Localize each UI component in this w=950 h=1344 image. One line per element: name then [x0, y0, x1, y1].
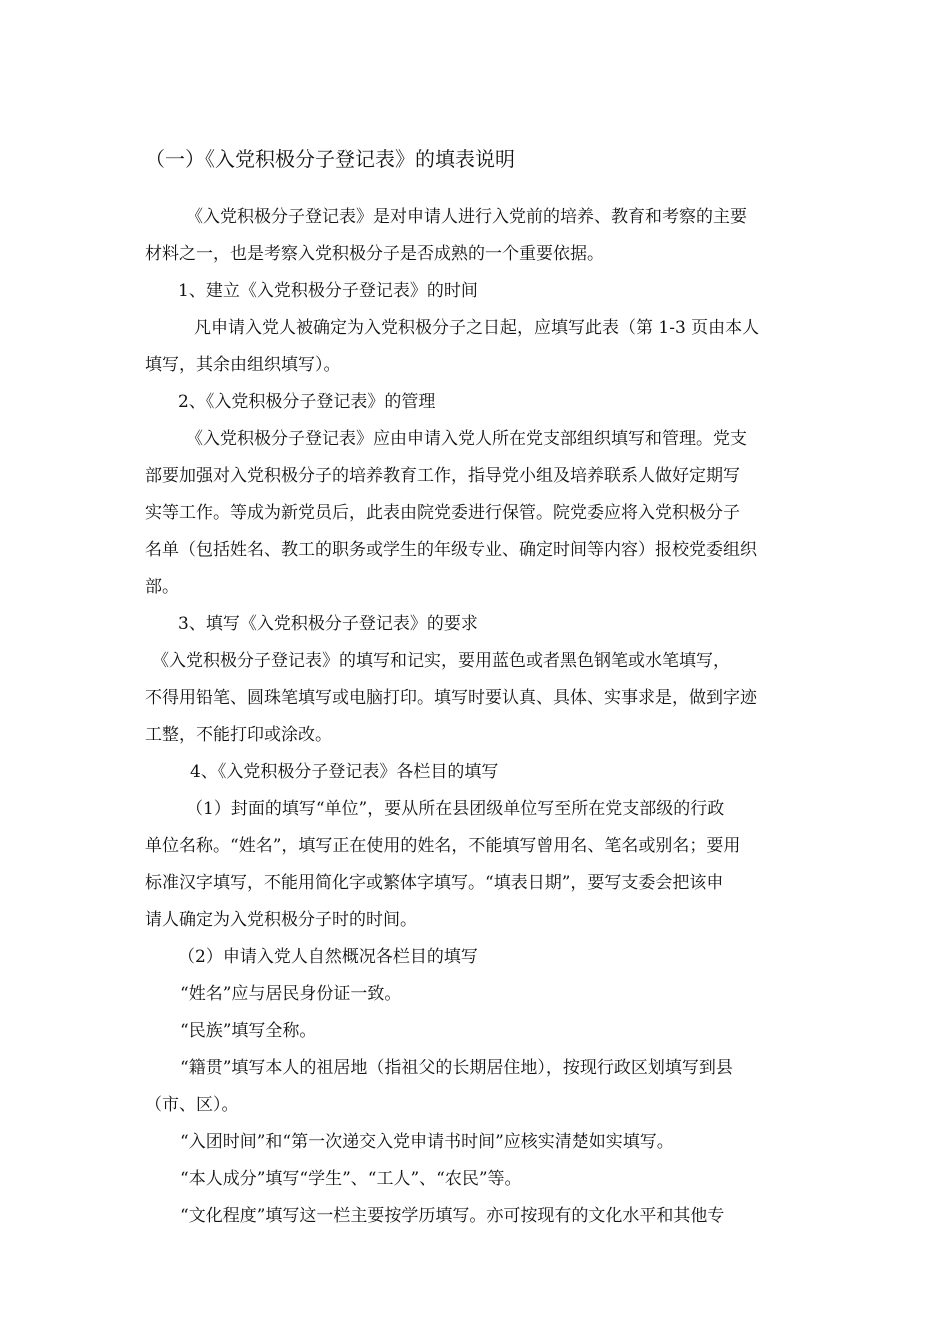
paragraph-line: 填写，其余由组织填写）。: [145, 355, 341, 375]
paragraph-line: 实等工作。等成为新党员后，此表由院党委进行保管。院党委应将入党积极分子: [145, 503, 740, 523]
paragraph-line: 《入党积极分子登记表》应由申请入党人所在党支部组织填写和管理。党支: [186, 429, 747, 449]
section-heading: 3、填写《入党积极分子登记表》的要求: [178, 614, 478, 634]
paragraph-line: “入团时间”和“第一次递交入党申请书时间”应核实清楚如实填写。: [180, 1132, 674, 1152]
paragraph-line: “籍贯”填写本人的祖居地（指祖父的长期居住地），按现行政区划填写到县: [180, 1058, 733, 1078]
paragraph-line: 工整，不能打印或涂改。: [145, 725, 332, 745]
paragraph-line: 部要加强对入党积极分子的培养教育工作，指导党小组及培养联系人做好定期写: [145, 466, 740, 486]
page-title: （一）《入党积极分子登记表》的填表说明: [145, 147, 515, 171]
paragraph-line: “姓名”应与居民身份证一致。: [180, 984, 402, 1004]
paragraph-line: 不得用铅笔、圆珠笔填写或电脑打印。填写时要认真、具体、实事求是，做到字迹: [145, 688, 757, 708]
section-heading: 1、建立《入党积极分子登记表》的时间: [178, 281, 478, 301]
paragraph-line: 请人确定为入党积极分子时的时间。: [145, 910, 417, 930]
paragraph-line: “民族”填写全称。: [180, 1021, 317, 1041]
section-heading: 4、《入党积极分子登记表》各栏目的填写: [190, 762, 499, 782]
paragraph-line: 部。: [145, 577, 179, 597]
paragraph-line: 名单（包括姓名、教工的职务或学生的年级专业、确定时间等内容）报校党委组织: [145, 540, 757, 560]
paragraph-line: 单位名称。“姓名”，填写正在使用的姓名，不能填写曾用名、笔名或别名；要用: [145, 836, 741, 856]
paragraph-line: （市、区）。: [145, 1095, 239, 1115]
paragraph-line: “本人成分”填写“学生”、“工人”、“农民”等。: [180, 1169, 522, 1189]
paragraph-line: 《入党积极分子登记表》是对申请人进行入党前的培养、教育和考察的主要: [186, 207, 747, 227]
section-heading: 2、《入党积极分子登记表》的管理: [178, 392, 436, 412]
subsection-heading: （2）申请入党人自然概况各栏目的填写: [178, 947, 478, 967]
paragraph-line: （1）封面的填写“单位”，要从所在县团级单位写至所在党支部级的行政: [186, 799, 725, 819]
paragraph-line: “文化程度”填写这一栏主要按学历填写。亦可按现有的文化水平和其他专: [180, 1206, 725, 1226]
paragraph-line: 标准汉字填写，不能用简化字或繁体字填写。“填表日期”，要写支委会把该申: [145, 873, 724, 893]
paragraph-line: 凡申请入党人被确定为入党积极分子之日起，应填写此表（第 1-3 页由本人: [194, 318, 760, 338]
paragraph-line: 《入党积极分子登记表》的填写和记实，要用蓝色或者黑色钢笔或水笔填写，: [152, 651, 730, 671]
paragraph-line: 材料之一，也是考察入党积极分子是否成熟的一个重要依据。: [145, 244, 604, 264]
